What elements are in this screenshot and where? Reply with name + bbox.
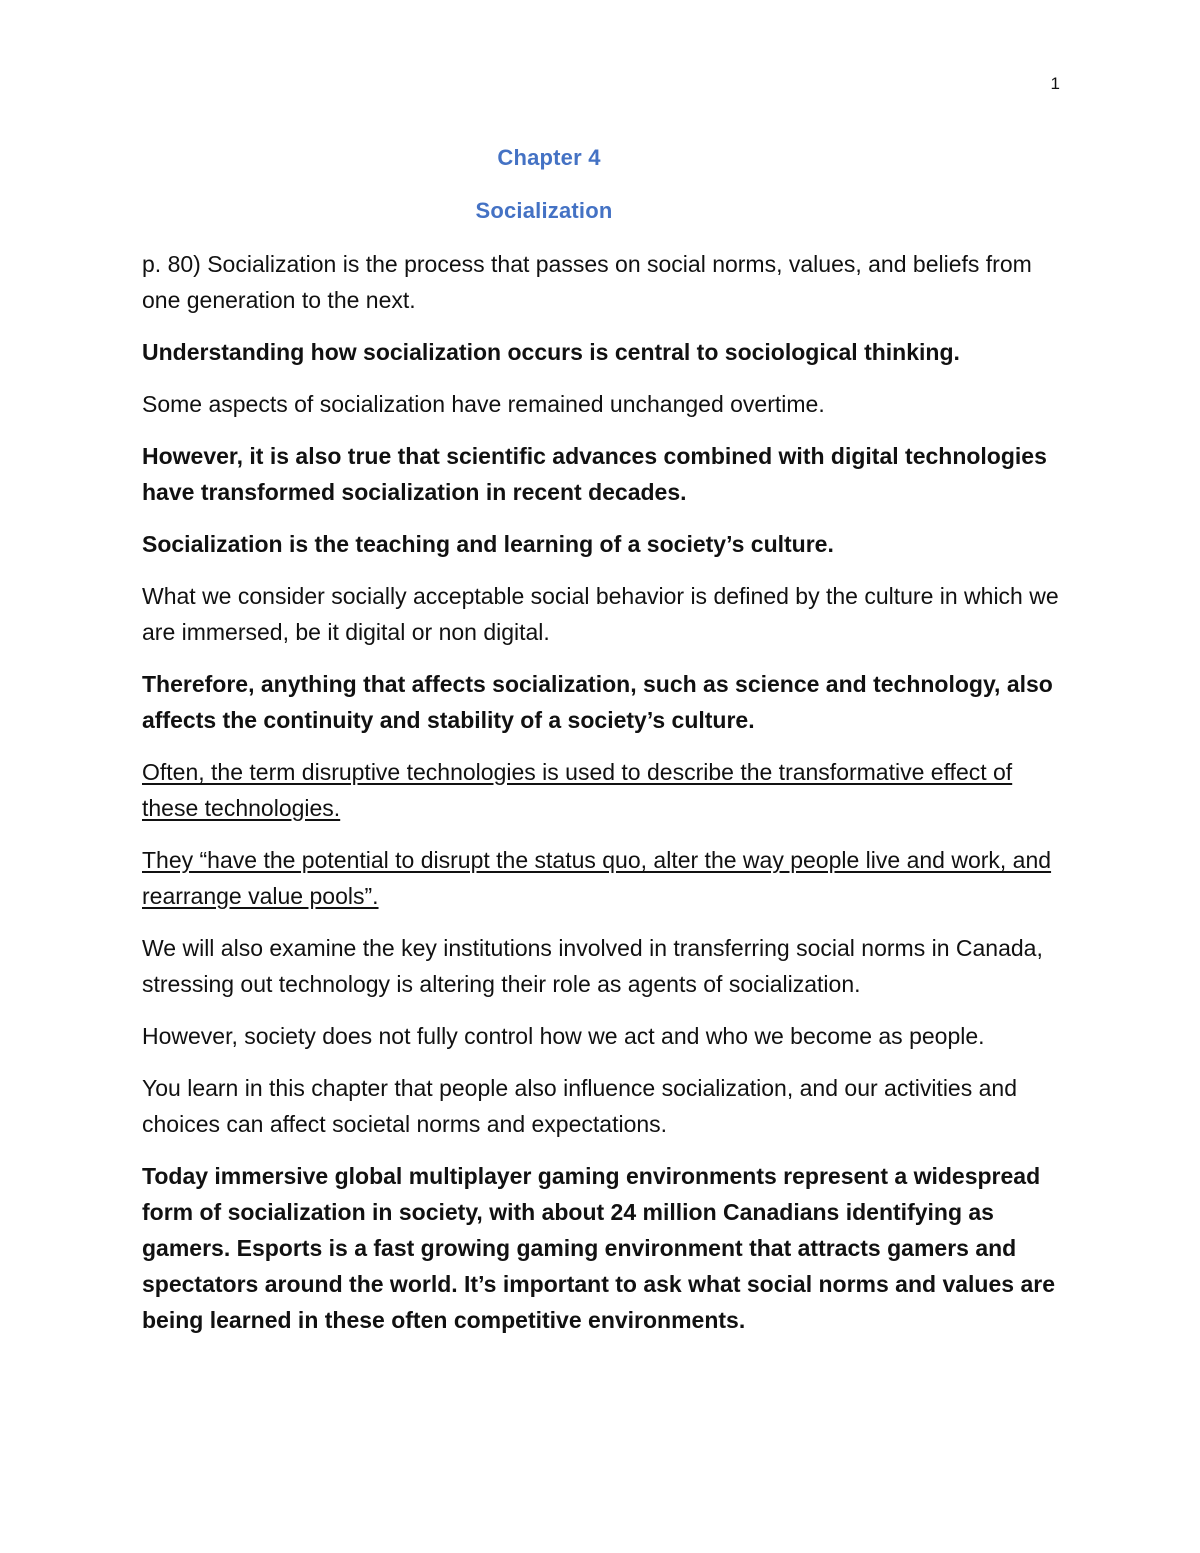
paragraph: Therefore, anything that affects socialization, such as science and technology, also affects the continuity and stability of a society’s culture. [142,671,1053,733]
document-body [142,246,1072,1354]
paragraph: What we consider socially acceptable social behavior is defined by the culture in which we are immersed, be it digital or non digital. [142,583,1059,645]
paragraph: However, it is also true that scientific advances combined with digital technologies have transformed socialization in recent decades. [142,443,1047,505]
paragraph: p. 80) Socialization is the process that passes on social norms, values, and beliefs from one generation to the next. [142,251,1032,313]
chapter-title: Chapter 4 [497,145,601,170]
paragraph: However, society does not fully control how we act and who we become as people. [142,1023,985,1049]
paragraph: You learn in this chapter that people also influence socialization, and our activities and choices can affect societal norms and expectations. [142,1075,1017,1137]
paragraph: Socialization is the teaching and learning of a society’s culture. [142,531,834,557]
paragraph: We will also examine the key institutions involved in transferring social norms in Canada, stressing out technology is altering their role as agents of socialization. [142,935,1043,997]
paragraph: Often, the term disruptive technologies is used to describe the transformative effect of these technologies. [142,759,1013,821]
paragraph: Understanding how socialization occurs is central to sociological thinking. [142,339,960,365]
paragraph: Today immersive global multiplayer gaming environments represent a widespread form of socialization in society, with about 24 million Canadians identifying as gamers. Esports is a fast growing gaming environment that attracts gamers and spectators around the world. It’s important to ask what social norms and values are being learned in these often competitive environments. [142,1163,1055,1333]
paragraph: Some aspects of socialization have remained unchanged overtime. [142,391,825,417]
chapter-subtitle: Socialization [475,198,613,223]
page-number: 1 [1050,74,1060,93]
paragraph: They “have the potential to disrupt the status quo, alter the way people live and work, and rearrange value pools”. [142,847,1052,909]
